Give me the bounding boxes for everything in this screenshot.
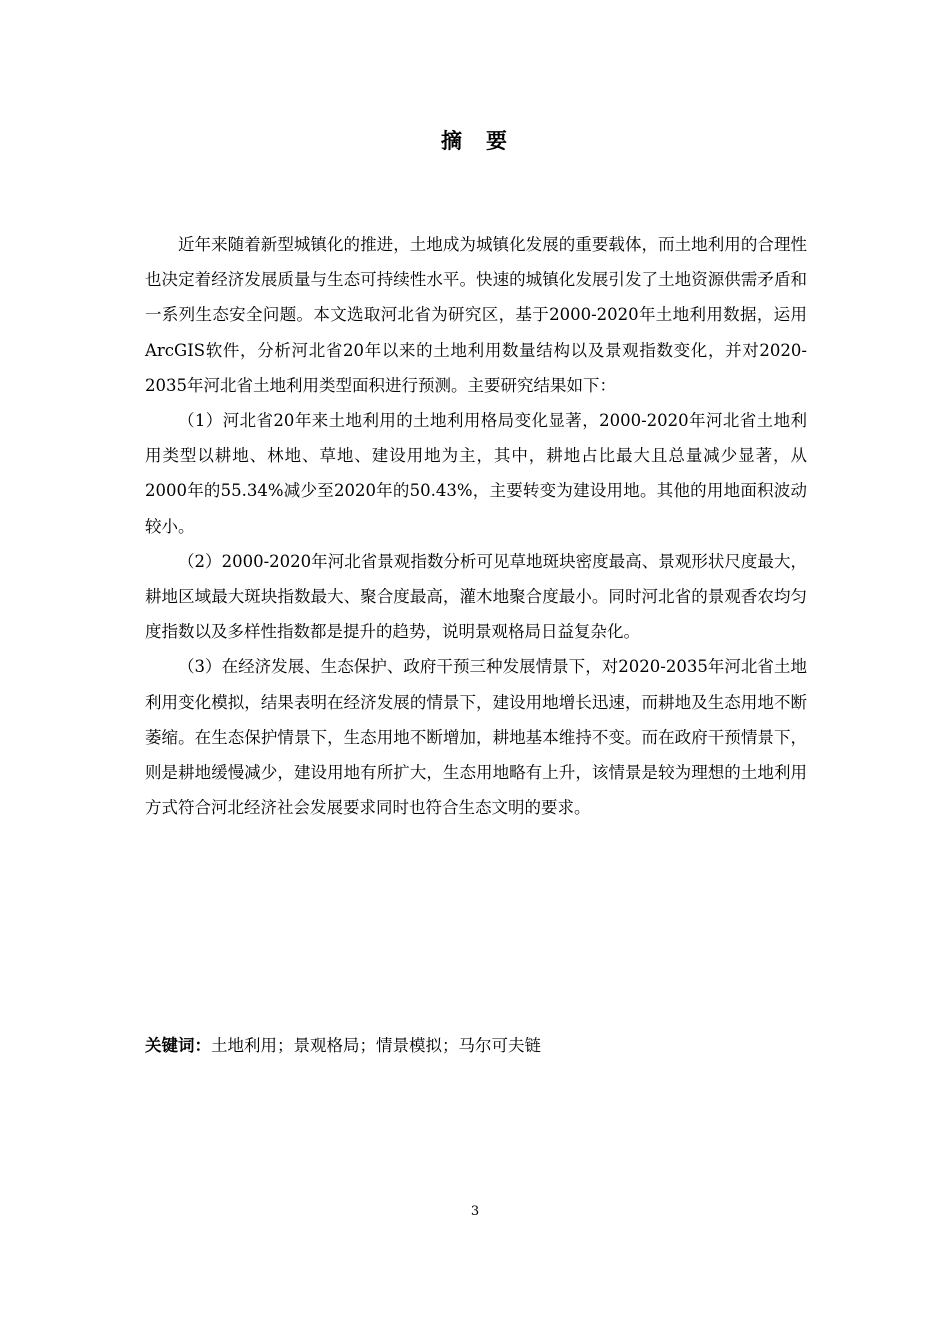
title-char-1: 摘 <box>441 129 464 153</box>
abstract-paragraph-intro: 近年来随着新型城镇化的推进，土地成为城镇化发展的重要载体，而土地利用的合理性也决定着经济发展质量与生态可持续性水平。快速的城镇化发展引发了土地资源供需矛盾和一系列生态安全问题。本文选取河北省为研究区，基于2000-2020年土地利用数据，运用ArcGIS软件，分析河北省20年以来的土地利用数量结构以及景观指数变化，并对2020-2035年河北省土地利用类型面积进行预测。主要研究结果如下： <box>145 235 807 395</box>
abstract-paragraph-result-2: （2）2000-2020年河北省景观指数分析可见草地斑块密度最高、景观形状尺度最大，耕地区域最大斑块指数最大、聚合度最高，灌木地聚合度最小。同时河北省的景观香农均匀度指数以及多样性指数都是提升的趋势，说明景观格局日益复杂化。 <box>145 551 807 642</box>
abstract-body <box>145 227 807 825</box>
page-number: 3 <box>470 1204 480 1219</box>
abstract-paragraph-result-3: （3）在经济发展、生态保护、政府干预三种发展情景下，对2020-2035年河北省土地利用变化模拟，结果表明在经济发展的情景下，建设用地增长迅速，而耕地及生态用地不断萎缩。在生态保护情景下，生态用地不断增加，耕地基本维持不变。而在政府干预情景下，则是耕地缓慢减少，建设用地有所扩大，生态用地略有上升，该情景是较为理想的土地利用方式符合河北经济社会发展要求同时也符合生态文明的要求。 <box>145 657 807 818</box>
abstract-paragraph-result-1: （1）河北省20年来土地利用的土地利用格局变化显著，2000-2020年河北省土地利用类型以耕地、林地、草地、建设用地为主，其中，耕地占比最大且总量减少显著，从2000年的55.34%减少至2020年的50.43%，主要转变为建设用地。其他的用地面积波动较小。 <box>145 411 807 536</box>
keywords-text: 土地利用；景观格局；情景模拟；马尔可夫链 <box>211 1036 541 1055</box>
title-char-2: 要 <box>486 129 509 153</box>
keywords-label: 关键词： <box>145 1036 211 1055</box>
keywords-line <box>145 1030 807 1062</box>
page-title <box>0 124 950 158</box>
